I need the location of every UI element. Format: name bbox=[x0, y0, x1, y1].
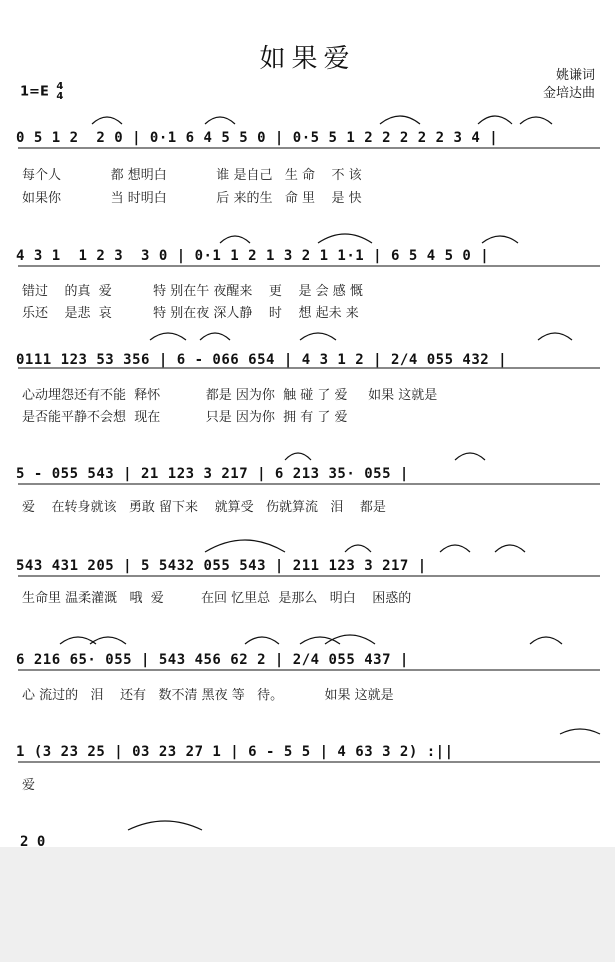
lyric-line-3b: 是否能平静不会想 现在 只是 因为你 拥 有 了 爱 bbox=[22, 410, 348, 425]
slur bbox=[380, 116, 420, 124]
slur bbox=[478, 116, 512, 124]
lyric-line-1b: 如果你 当 时明白 后 来的生 命 里 是 快 bbox=[22, 191, 362, 206]
time-signature-bottom: 4 bbox=[56, 91, 64, 102]
slur bbox=[318, 234, 372, 243]
slur bbox=[150, 333, 186, 340]
music-line-2: 4 3 1 1 2 3 3 0 | 0·1 1 2 1 3 2 1 1·1 | 6 5 4 5 0 | bbox=[16, 248, 490, 264]
slur bbox=[495, 545, 525, 552]
slur bbox=[92, 117, 122, 124]
slur bbox=[455, 453, 485, 460]
slur bbox=[205, 540, 285, 552]
music-line-3: 0111 123 53 356 | 6 - 066 654 | 4 3 1 2 | 2/4 055 432 | bbox=[16, 352, 508, 368]
lyric-line-6: 心 流过的 泪 还有 数不清 黑夜 等 待。 如果 这就是 bbox=[22, 688, 394, 703]
music-line-6: 6 216 65· 055 | 543 456 62 2 | 2/4 055 437 | bbox=[16, 652, 409, 668]
lyric-line-2b: 乐还 是悲 哀 特 别在夜 深人静 时 想 起未 来 bbox=[22, 306, 359, 321]
slur bbox=[220, 236, 250, 243]
music-line-4: 5 - 055 543 | 21 123 3 217 | 6 213 35· 055 | bbox=[16, 466, 409, 482]
slur bbox=[345, 545, 371, 552]
slur bbox=[560, 729, 600, 734]
slur bbox=[245, 637, 279, 644]
slur bbox=[205, 117, 235, 124]
slur bbox=[482, 236, 518, 243]
slur bbox=[440, 545, 470, 552]
lyric-line-5: 生命里 温柔灌溉 哦 爱 在回 忆里总 是那么 明白 困惑的 bbox=[22, 591, 412, 606]
lyric-line-1a: 每个人 都 想明白 谁 是自己 生 命 不 该 bbox=[22, 168, 362, 183]
time-signature-top: 4 bbox=[56, 81, 64, 92]
lyric-line-2a: 错过 的真 爱 特 别在午 夜醒来 更 是 会 感 慨 bbox=[22, 284, 363, 299]
lyric-line-4: 爱 在转身就该 勇敢 留下来 就算受 伤就算流 泪 都是 bbox=[22, 500, 386, 515]
slur bbox=[90, 637, 126, 644]
slur bbox=[530, 637, 562, 644]
song-title: 如果爱 bbox=[259, 44, 356, 74]
slur bbox=[538, 333, 572, 340]
music-line-1: 0 5 1 2 2 0 | 0·1 6 4 5 5 0 | 0·5 5 1 2 2 2 2 2 3 4 | bbox=[16, 130, 499, 146]
lyricist-credit: 姚谦词 bbox=[555, 68, 595, 83]
lyric-line-7: 爱 bbox=[22, 778, 36, 793]
slur bbox=[60, 637, 96, 644]
key-signature bbox=[20, 82, 63, 102]
trailing-notes: 2 0 bbox=[20, 834, 46, 847]
slur bbox=[128, 821, 202, 830]
time-signature bbox=[56, 82, 63, 102]
music-line-5: 543 431 205 | 5 5432 055 543 | 211 123 3 217 | bbox=[16, 558, 427, 574]
lyric-line-3a: 心动埋怨还有不能 释怀 都是 因为你 触 碰 了 爱 如果 这就是 bbox=[22, 388, 438, 403]
slur bbox=[300, 333, 336, 340]
slur bbox=[520, 117, 552, 124]
slur bbox=[325, 635, 375, 644]
slur bbox=[300, 637, 340, 644]
slur bbox=[200, 333, 230, 340]
composer-credit: 金培达曲 bbox=[542, 86, 595, 101]
music-line-7: 1 (3 23 25 | 03 23 27 1 | 6 - 5 5 | 4 63 3 2) :|| bbox=[16, 744, 454, 760]
slur bbox=[285, 453, 311, 460]
key-label: 1=E bbox=[20, 84, 49, 100]
